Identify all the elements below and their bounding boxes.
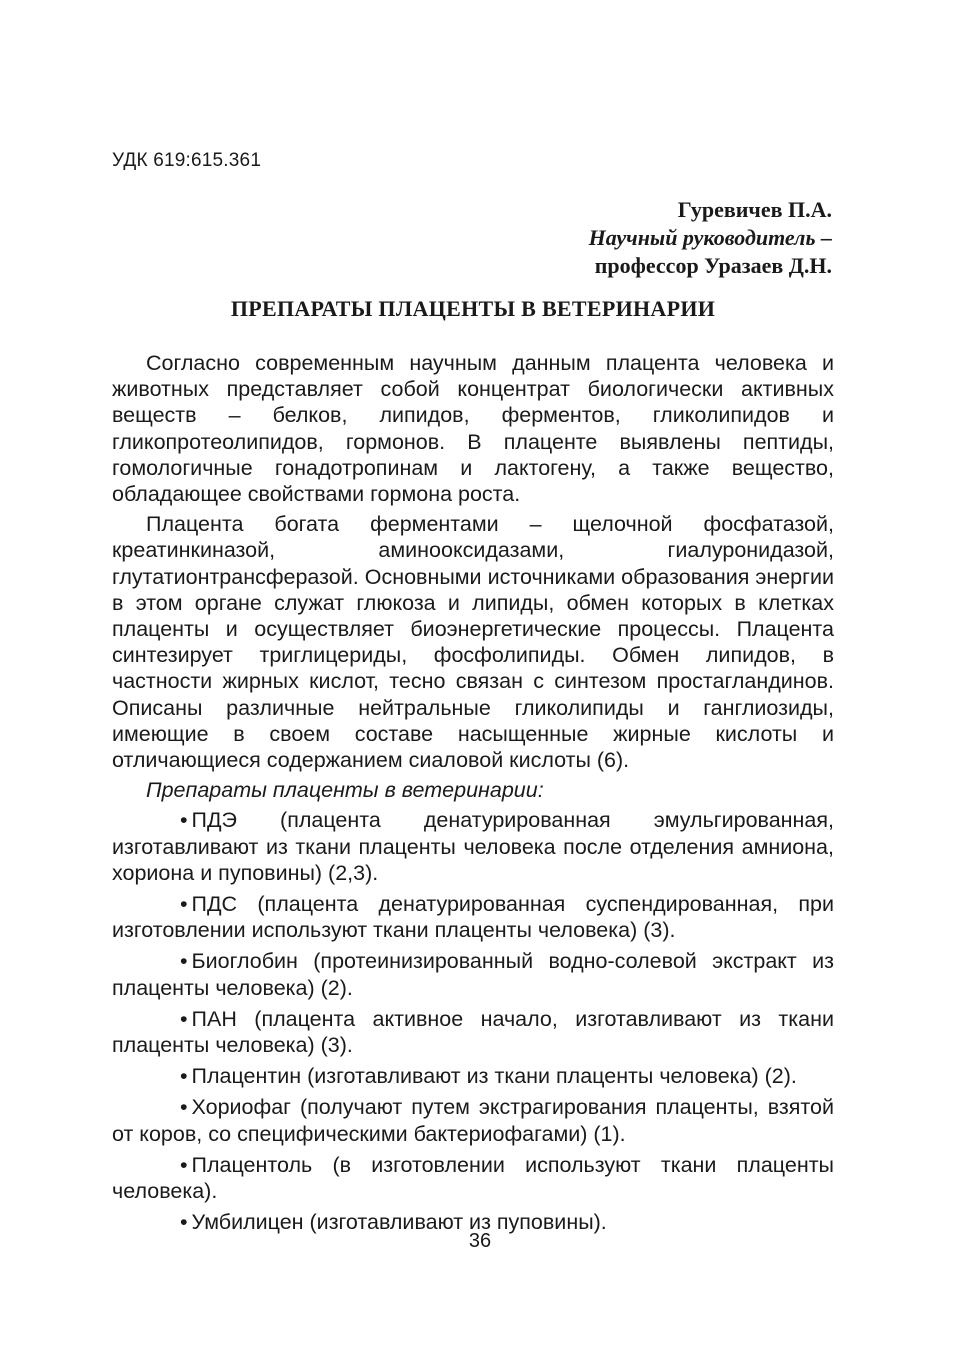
bullet-icon: • [180,949,188,974]
list-item [112,1094,834,1146]
list-item-text: ПАН (плацента активное начало, изготавливают из ткани плаценты человека) (3). [112,1006,834,1058]
udk-code: УДК 619:615.361 [112,150,262,171]
list-item-text: Хориофаг (получают путем экстрагирования плаценты, взятой от коров, со специфическими бактериофагами) (1). [112,1095,834,1146]
list-item [112,1063,834,1089]
article-body [112,350,834,1241]
supervisor-role: Научный руководитель – [588,225,832,250]
page-number: 36 [468,1230,492,1252]
list-item-text: ПДЭ (плацента денатурированная эмульгированная, изготавливают из ткани плаценты человека после отделения амниона, хориона и пуповины) (2,3). [112,808,834,885]
bullet-icon: • [180,1064,188,1089]
bullet-icon: • [180,1006,188,1031]
article-title: ПРЕПАРАТЫ ПЛАЦЕНТЫ В ВЕТЕРИНАРИИ [230,296,716,321]
list-item [112,807,834,886]
bullet-icon: • [180,1210,188,1235]
list-item-text: Биоглобин (протеинизированный водно-солевой экстракт из плаценты человека) (2). [112,949,834,1000]
bullet-icon: • [180,1152,188,1177]
list-item [112,948,834,1000]
list-item-text: ПДС (плацента денатурированная суспендированная, при изготовлении используют ткани плаценты человека) (3). [112,892,834,943]
bullet-icon: • [180,1095,188,1120]
bullet-icon: • [180,808,188,833]
paragraph: Согласно современным научным данным плацента человека и животных представляет собой концентрат биологически активных веществ – белков, липидов, ферментов, гликолипидов и гликопротеолипидов, гормонов. В плаценте выявлены пептиды, гомологичные гонадотропинам и лактогену, а также вещество, обладающее свойствами гормона роста. [112,351,834,507]
list-item [112,891,834,943]
list-heading: Препараты плаценты в ветеринарии: [146,778,544,803]
supervisor-name: профессор Уразаев Д.Н. [594,253,832,278]
list-item-text: Плацентоль (в изготовлении используют ткани плаценты человека). [112,1152,834,1204]
list-item-text: Умбилицен (изготавливают из пуповины). [191,1210,607,1235]
list-item-text: Плацентин (изготавливают из ткани плаценты человека) (2). [191,1064,797,1089]
list-item [112,1006,834,1058]
author-block [589,196,832,280]
paragraph: Плацента богата ферментами – щелочной фосфатазой, креатинкиназой, аминооксидазами, гиалуронидазой, глутатионтрансферазой. Основными источниками образования энергии в этом органе служат глюкоза и липиды, обмен которых в клетках плаценты и осуществляет биоэнергетические процессы. Плацента синтезирует триглицериды, фосфолипиды. Обмен липидов, в частности жирных кислот, тесно связан с синтезом простагландинов. Описаны различные нейтральные гликолипиды и ганглиозиды, имеющие в своем составе насыщенные жирные кислоты и отличающиеся содержанием сиаловой кислоты (6). [112,512,834,773]
bullet-icon: • [180,892,188,917]
author-name: Гуревичев П.А. [677,197,832,222]
list-item [112,1152,834,1204]
